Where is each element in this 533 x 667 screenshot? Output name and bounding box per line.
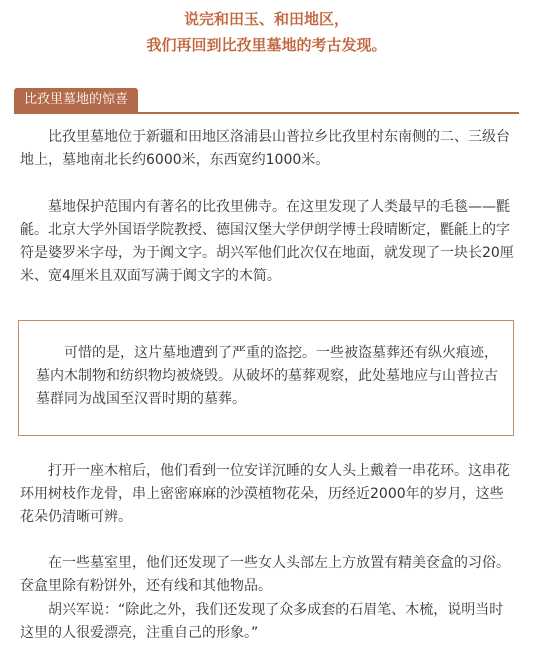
paragraph-buddhist-temple: 墓地保护范围内有著名的比孜里佛寺。在这里发现了人类最早的毛毯——氍毹。北京大学外国语学院教授、德国汉堡大学伊朗学博士段晴断定，氍毹上的字符是婆罗米字母，为于阗文字。胡兴军他们此次仅在地面，就发现了一块长20厘米、宽4厘米且双面写满于阗文字的木简。 bbox=[20, 199, 514, 284]
header-line-2: 我们再回到比孜里墓地的考古发现。 bbox=[146, 36, 387, 54]
quote-corner-bottom-right bbox=[505, 427, 514, 436]
section-title: 比孜里墓地的惊喜 bbox=[14, 88, 138, 112]
quote-border-left bbox=[18, 326, 19, 430]
quote-border-bottom bbox=[24, 435, 508, 436]
paragraph-makeup-box: 在一些墓室里，他们还发现了一些女人头部左上方放置有精美奁盒的习俗。奁盒里除有粉饼外，还有线和其他物品。 bbox=[20, 555, 510, 594]
header-line-1: 说完和田玉、和田地区， bbox=[183, 10, 349, 28]
quote-corner-top-left bbox=[18, 320, 27, 329]
paragraph-flower-wreath: 打开一座木棺后，他们看到一位安详沉睡的女人头上戴着一串花环。这串花环用树枝作龙骨，串上密密麻麻的沙漠植物花朵，历经近2000年的岁月，这些花朵仍清晰可辨。 bbox=[20, 463, 510, 525]
quote-box bbox=[18, 320, 514, 436]
quote-corner-bottom-left bbox=[18, 427, 27, 436]
quote-text: 可惜的是，这片墓地遭到了严重的盗挖。一些被盗墓葬还有纵火痕迹，墓内木制物和纺织物均被烧毁。从破坏的墓葬观察，此处墓地应与山普拉古墓群同为战国至汉晋时期的墓葬。 bbox=[36, 345, 498, 407]
paragraph-location: 比孜里墓地位于新疆和田地区洛浦县山普拉乡比孜里村东南侧的二、三级台地上，墓地南北长约6000米，东西宽约1000米。 bbox=[20, 129, 510, 168]
quote-border-top bbox=[24, 320, 508, 321]
paragraph-quote-hu: 胡兴军说：“除此之外，我们还发现了众多成套的石眉笔、木梳，说明当时这里的人很爱漂亮，注重自己的形象。” bbox=[20, 602, 504, 641]
quote-corner-top-right bbox=[505, 320, 514, 329]
section-heading-bar bbox=[14, 88, 519, 114]
article-header bbox=[0, 6, 533, 58]
quote-border-right bbox=[513, 326, 514, 430]
